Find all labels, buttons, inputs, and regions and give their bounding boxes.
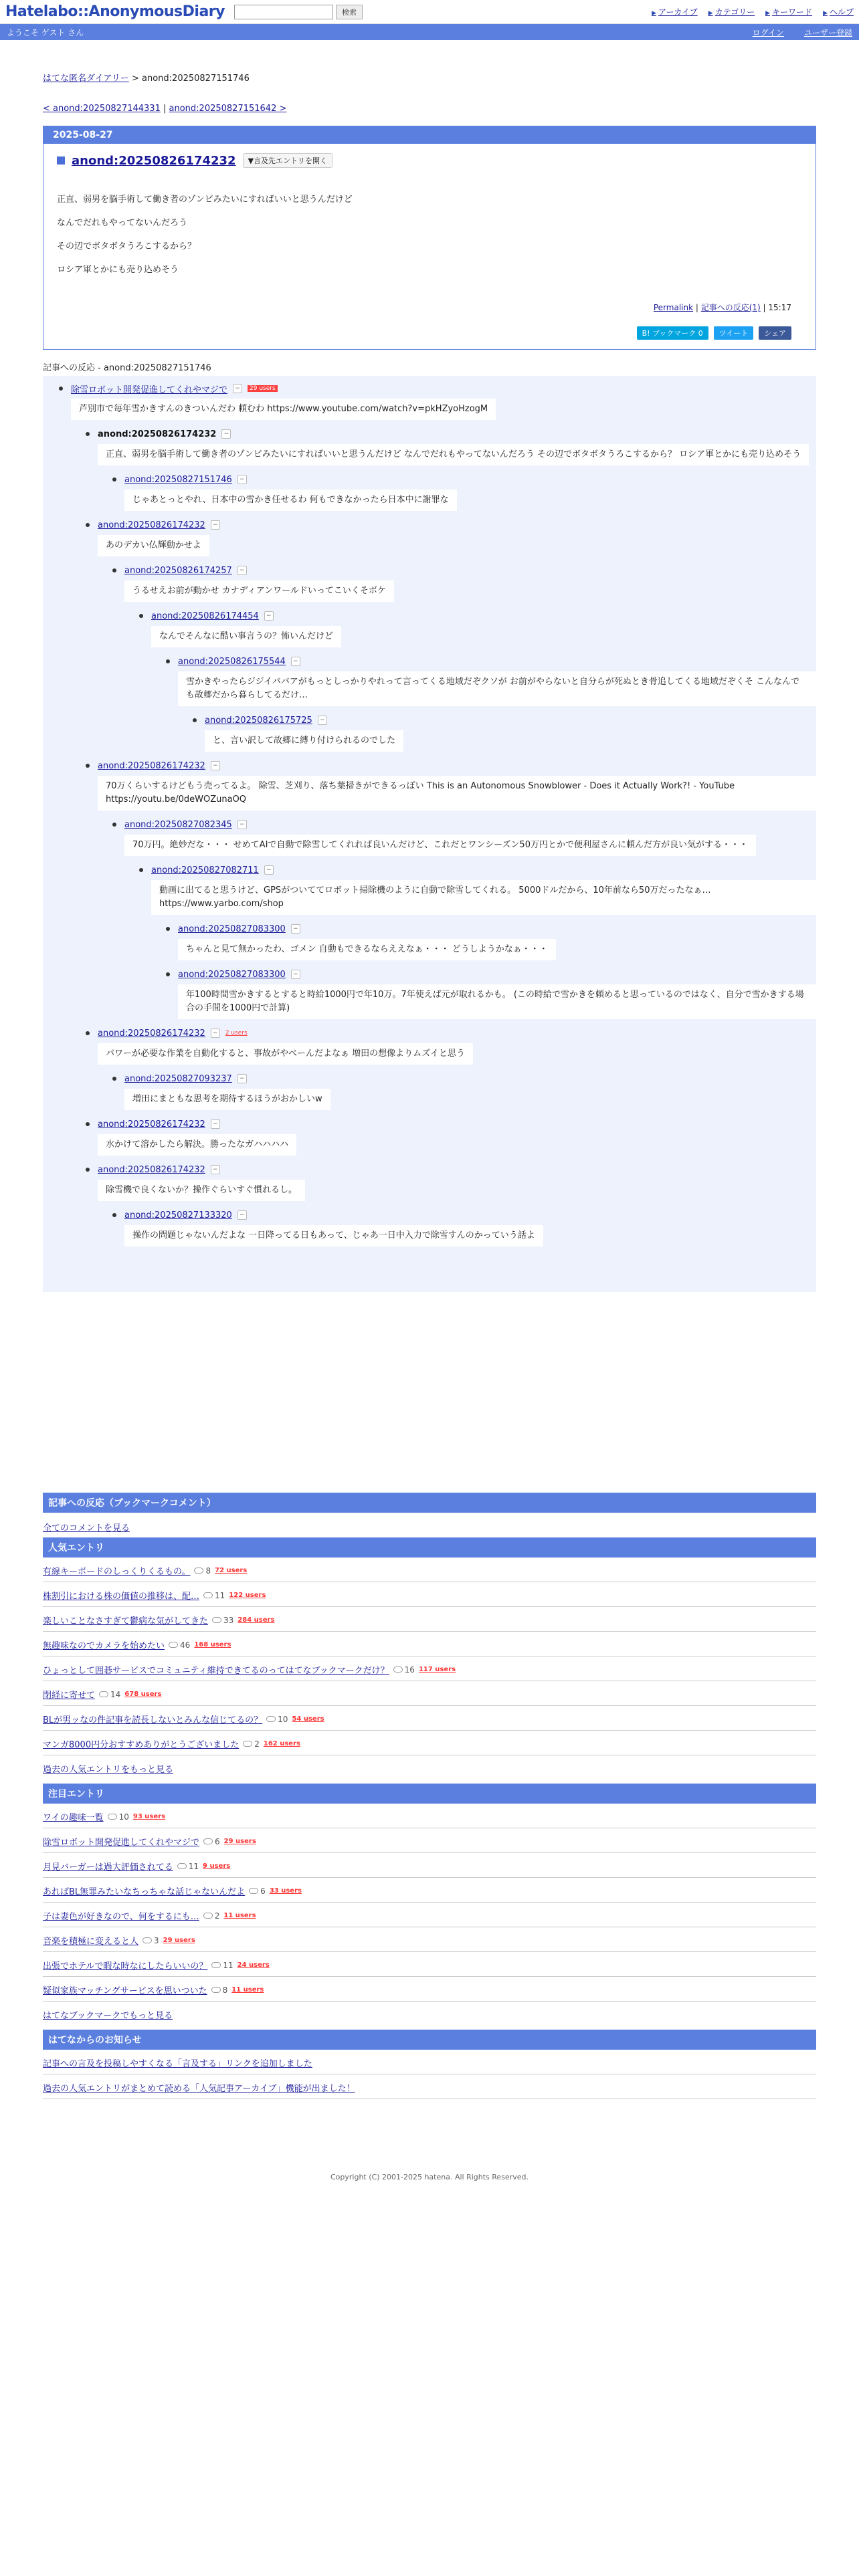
comment-icon [243,1741,252,1747]
entry-list-title[interactable]: 出張でホテルで暇な時なにしたらいいの？ [43,1961,208,1971]
reaction-node [43,427,816,465]
entry-line: 正直、弱男を脳手術して働き者のゾンビみたいにすればいいと思うんだけど [57,195,353,205]
bookmark-count-value: 11 [223,1960,233,1970]
users-badge[interactable]: 29 users [248,385,278,392]
comment-icon [266,1716,276,1722]
collapse-icon[interactable]: − [291,924,300,934]
attention-list [43,1804,816,2002]
reaction-title[interactable]: anond:20250826174232 [98,1164,205,1175]
bookmark-count-value: 2 [254,1739,260,1749]
reaction-node [43,713,816,752]
bookmark-count-value: 6 [260,1886,266,1896]
users-badge[interactable]: 72 users [215,1567,248,1574]
entry-list-row [43,1878,816,1903]
top-header [0,0,859,24]
collapse-icon[interactable]: − [221,429,231,439]
bookmark-count-value: 6 [215,1836,220,1846]
comment-icon [211,1987,221,1993]
bookmark-count[interactable] [266,1715,288,1724]
entry-list-row [43,1977,816,2002]
collapse-icon[interactable]: − [237,820,247,829]
reaction-node [43,967,816,1019]
reaction-text: 操作の問題じゃないんだよな 一日降ってる日もあって、じゃあ一日中入力で除雪すんのかっていう話よ [124,1225,543,1247]
bullet-icon [139,868,143,872]
bullet-icon [112,568,116,572]
entry-list-row [43,1903,816,1927]
news-item[interactable]: 記事への言及を投稿しやすくなる「言及する」リンクを追加しました [43,2059,312,2069]
bookmark-count[interactable] [142,1936,159,1945]
open-reference-button[interactable]: ▼言及先エントリを開く [243,153,332,168]
entry-list-title[interactable]: 有線キーボードのしっくりくるもの。 [43,1567,191,1577]
entry-list-title[interactable]: ワイの趣味一覧 [43,1813,104,1823]
reaction-node [43,1162,816,1201]
breadcrumb-current: anond:20250827151746 [142,74,250,84]
reaction-title[interactable]: anond:20250827133320 [124,1210,232,1220]
search-button[interactable]: 検索 [336,5,363,19]
bullet-icon [112,1077,116,1081]
bookmark-count[interactable] [169,1640,190,1650]
bookmark-count[interactable] [212,1616,233,1625]
reaction-node [43,863,816,915]
entry-line: ロシア軍とかにも売り込めそう [57,265,179,275]
reaction-text: 70万くらいするけどもう売ってるよ。 除雪、芝刈り、落ち葉掃きができるっぽい This is an Autonomous Snowblower - Does it Actually Work?! - YouTube https://youtu.be/0deWOZunaOQ [98,776,816,811]
bullet-icon [86,764,90,768]
entry-list-title[interactable]: 子は妻色が好きなので、何をするにも… [43,1912,199,1922]
welcome-text: ようこそ ゲスト さん [7,27,84,37]
next-link[interactable]: anond:20250827151642 > [169,104,287,114]
users-badge[interactable]: 122 users [229,1592,266,1599]
reaction-node [43,758,816,811]
users-badge[interactable]: 29 users [223,1838,256,1845]
bookmark-count[interactable] [203,1911,220,1921]
bookmark-count[interactable] [393,1665,415,1675]
reaction-node [43,817,816,856]
entry-list-title[interactable]: 音楽を積極に変えると人 [43,1937,139,1947]
collapse-icon[interactable]: − [237,475,247,484]
attention-header: 注目エントリ [43,1784,816,1804]
reaction-text: 正直、弱男を脳手術して働き者のゾンビみたいにすればいいと思うんだけど なんでだれもやってないんだろう その辺でボタボタうろこするから？ ロシア軍とかにも売り込めそう [98,444,809,465]
entry-list-row [43,1681,816,1706]
bookmark-count[interactable] [203,1591,225,1600]
comment-icon [203,1838,213,1844]
search-input[interactable] [234,5,333,19]
bullet-icon [86,1031,90,1035]
bookmark-count-value: 46 [180,1640,191,1650]
comment-icon [249,1888,258,1894]
pager [43,104,816,114]
reaction-title[interactable]: anond:20250826174232 [98,760,205,771]
comment-icon [194,1568,203,1574]
users-badge[interactable]: 11 users [231,1986,264,1994]
reaction-title[interactable]: anond:20250826174232 [98,429,217,439]
reaction-title[interactable]: 除雪ロボット開発促進してくれやマジで [71,385,228,395]
collapse-icon[interactable]: − [318,716,327,725]
reaction-text: なんでそんなに酷い事言うの？怖いんだけど [151,626,341,647]
bookmark-count[interactable] [108,1812,129,1822]
nav-keyword[interactable]: ▶ キーワード [765,6,812,17]
reaction-node [43,1071,816,1110]
entry-date: 2025-08-27 [43,126,816,144]
bullet-icon [112,1213,116,1217]
hatena-bookmark-button[interactable]: B! ブックマーク 0 [637,326,708,340]
copyright: Copyright (C) 2001-2025 hatena. All Rights Reserved. [330,2173,529,2181]
reaction-node [43,609,816,647]
collapse-icon[interactable]: − [233,384,242,393]
bullet-icon [112,823,116,827]
bookmark-count-value: 11 [215,1590,225,1600]
nav-help[interactable]: ▶ ヘルプ [823,6,854,17]
reaction-title[interactable]: anond:20250827083300 [178,969,286,980]
bullet-icon [59,387,63,391]
collapse-icon[interactable]: − [211,1165,220,1174]
bullet-icon [86,432,90,436]
entry-list-row [43,1582,816,1607]
all-comments-link[interactable]: 全てのコメントを見る [43,1523,130,1533]
entry-body [57,188,791,282]
reaction-title[interactable]: anond:20250827082711 [151,865,259,875]
reaction-title[interactable]: anond:20250827083300 [178,924,286,934]
entry-list-title[interactable]: 疑似家族マッチングサービスを思いついた [43,1986,207,1996]
reaction-text: ちゃんと見て無かったわ、ゴメン 自動もできるならええなぁ・・・ どうしようかなぁ・・・ [178,939,556,960]
reaction-node [43,922,816,960]
bookmark-count-value: 14 [110,1689,121,1699]
bullet-icon [166,927,170,931]
collapse-icon[interactable]: − [237,566,247,575]
reaction-node [43,654,816,706]
comment-icon [108,1814,117,1820]
bookmark-count[interactable] [249,1887,266,1896]
collapse-icon[interactable]: − [211,761,220,770]
breadcrumb-root[interactable]: はてな匿名ダイアリー [43,74,129,84]
comment-icon [212,1617,221,1623]
collapse-icon[interactable]: − [237,1210,247,1220]
entry-list-row [43,1952,816,1977]
comment-icon [211,1962,221,1968]
reaction-text: 動画に出てると思うけど、GPSがついててロボット掃除機のように自動で除雪してくれる。 5000ドルだから、10年前なら50万だったなぁ… https://www.yarbo.com/shop [151,880,816,915]
comment-icon [177,1863,187,1869]
reaction-text: うるせえお前が動かせ カナディアンワールドいってこいくそボケ [124,580,394,602]
site-logo[interactable]: Hatelabo::AnonymousDiary [5,3,225,20]
bookmark-count[interactable] [194,1566,211,1576]
entry-line: その辺でボタボタうろこするから？ [57,241,197,251]
register-link[interactable]: ユーザー登録 [803,27,852,37]
entry-list-title[interactable]: 楽しいことなさすぎて鬱病な気がしてきた [43,1616,209,1626]
welcome-bar [0,24,859,40]
bookmark-count-value: 10 [278,1714,288,1724]
collapse-icon[interactable]: − [237,1074,247,1083]
reaction-text: と、言い訳して故郷に縛り付けられるのでした [205,730,403,752]
reaction-node [43,1026,816,1065]
reaction-text: パワーが必要な作業を自動化すると、事故がやべーんだよなぁ 増田の想像よりムズイと思う [98,1043,473,1065]
entry-list-title[interactable]: マンガ8000円分おすすめありがとうございました [43,1740,240,1750]
entry-list-row [43,1927,816,1952]
reaction-header: 記事への反応 - anond:20250827151746 [43,363,211,373]
bookmark-count-value: 2 [214,1911,220,1921]
reaction-text: 芦別市で毎年雪かきすんのきついんだわ 頼むわ https://www.youtube.com/watch?v=pkHZyoHzogM [71,399,496,420]
top-nav [652,6,854,17]
reaction-node [43,563,816,602]
entry-line: なんでだれもやってないんだろう [57,218,188,228]
reaction-node [43,1117,816,1156]
entry-list-row [43,1558,816,1582]
entry-list-title[interactable]: 閉経に寄せて [43,1691,96,1701]
bookmark-count-value: 8 [222,1985,228,1995]
reaction-title[interactable]: anond:20250826174232 [98,520,205,530]
reaction-text: 水かけて溶かしたら解決。勝ったなガハハハハ [98,1134,296,1156]
reaction-title[interactable]: anond:20250827082345 [124,819,232,830]
comment-icon [393,1667,403,1673]
collapse-icon[interactable]: − [211,1119,220,1129]
reaction-node [43,472,816,511]
users-badge[interactable]: 29 users [163,1937,195,1944]
entry-list-title[interactable]: 月見バーガーは過大評価されてる [43,1862,173,1872]
users-badge[interactable]: 33 users [269,1887,302,1895]
reaction-node [43,381,816,420]
bullet-icon [166,659,170,663]
permalink[interactable]: Permalink [653,303,694,312]
entry-time: 15:17 [768,303,791,312]
bookmark-count[interactable] [211,1961,233,1970]
users-badge[interactable]: 168 users [194,1641,231,1648]
collapse-icon[interactable]: − [211,1029,220,1038]
bookmark-count[interactable] [243,1739,260,1749]
popular-list [43,1558,816,1755]
comment-icon [142,1937,152,1943]
comment-icon [203,1592,213,1598]
entry-list-row [43,1706,816,1731]
comment-icon [99,1691,108,1697]
entry-list-row [43,1804,816,1828]
breadcrumb-sep: > [128,74,142,84]
bullet-icon [86,1168,90,1172]
reaction-text: 除雪機で良くないか？操作ぐらいすぐ慣れるし。 [98,1180,305,1201]
reaction-node [43,518,816,556]
news-header: はてなからのお知らせ [43,2030,816,2050]
entry-list-row [43,1853,816,1878]
reaction-text: じゃあとっとやれ、日本中の雪かき任せるわ 何もできなかったら日本中に謝罪な [124,490,457,511]
login-link[interactable]: ログイン [752,27,784,37]
bookmark-count[interactable] [99,1690,120,1699]
bullet-icon [166,972,170,976]
entry-list-row [43,1607,816,1632]
reaction-text: 増田にまともな思考を期待するほうがおかしいw [124,1089,330,1110]
popular-more-link[interactable]: 過去の人気エントリをもっと見る [43,1765,174,1775]
users-badge[interactable]: 93 users [132,1813,166,1820]
reaction-tree [43,376,816,1292]
nav-category[interactable]: ▶ カテゴリー [708,6,755,17]
users-badge[interactable]: 2 users [225,1030,248,1037]
entry-list-title[interactable]: 株割引における株の価値の推移は、配… [43,1592,200,1602]
entry-list-row [43,1731,816,1755]
reaction-title[interactable]: anond:20250827151746 [124,474,232,485]
entry-list-title[interactable]: BLが男ッなの件記事を読長しないとみんな信じてるの？ [43,1715,263,1725]
reaction-node [43,1208,816,1247]
reaction-link[interactable]: 記事への反応(1) [700,303,761,312]
popular-header: 人気エントリ [43,1537,816,1558]
breadcrumb [43,71,816,84]
reaction-title[interactable]: anond:20250826174257 [124,565,232,576]
bullet-icon [86,1122,90,1126]
users-badge[interactable]: 9 users [203,1862,231,1870]
bookmark-count-value: 10 [118,1812,129,1822]
entry-list-row [43,1632,816,1656]
bookmark-comments-header: 記事への反応（ブックマークコメント） [43,1493,816,1513]
entry-list-title[interactable]: 無趣味なのでカメラを始めたい [43,1641,165,1651]
bookmark-count[interactable] [211,1985,228,1995]
bookmark-count[interactable] [177,1862,199,1871]
bookmark-count-value: 8 [205,1566,211,1576]
bookmark-count-value: 33 [223,1615,234,1625]
users-badge[interactable]: 678 users [124,1691,162,1698]
prev-link[interactable]: < anond:20250827144331 [43,104,161,114]
bookmark-count-value: 11 [188,1861,199,1871]
reaction-text: あのデカい仏輝動かせよ [98,535,209,556]
users-badge[interactable]: 54 users [292,1715,324,1723]
entry-list-title[interactable]: あればBL無罪みたいなちっちゃな話じゃないんだよ [43,1887,246,1897]
entry-list-title[interactable]: ひょっとして囲碁サービスでコミュニティ維持できてるのってはてなブックマークだけ？ [43,1666,389,1676]
bookmark-count-value: 3 [154,1935,159,1945]
share-buttons [57,326,791,340]
comment-icon [203,1913,213,1919]
bullet-icon [139,614,143,618]
reaction-text: 年100時間雪かきするとすると時給1000円で年10万。7年使えば元が取れるかも。 (この時給で雪かきを頼めると思っているのではなく、自分で雪かきする場合の手間を1000円で計算) [178,984,816,1019]
collapse-icon[interactable]: − [264,865,274,875]
bookmark-count-value: 16 [404,1665,415,1675]
attention-more-link[interactable]: はてなブックマークでもっと見る [43,2011,173,2021]
facebook-share-button[interactable]: シェア [759,326,791,340]
collapse-icon[interactable]: − [291,970,300,979]
reaction-title[interactable]: anond:20250826174232 [98,1119,205,1130]
bullet-icon [193,718,197,722]
collapse-icon[interactable]: − [264,611,274,621]
nav-archive[interactable]: ▶ アーカイブ [652,6,698,17]
users-badge[interactable]: 11 users [223,1912,256,1919]
users-badge[interactable]: 24 users [237,1961,270,1969]
reaction-title[interactable]: anond:20250827093237 [124,1073,232,1084]
pager-sep: | [160,104,169,114]
entry-footer: Permalink | 記事への反応(1) | 15:17 [653,303,791,312]
entry-list-title[interactable]: 除雪ロボット開発促進してくれやマジで [43,1838,200,1848]
reaction-title[interactable]: anond:20250826174232 [98,1028,205,1039]
users-badge[interactable]: 117 users [418,1666,456,1673]
bookmark-count[interactable] [203,1837,220,1846]
bullet-icon [86,523,90,527]
reaction-title[interactable]: anond:20250826175544 [178,656,286,667]
collapse-icon[interactable]: − [211,520,220,530]
reaction-title[interactable]: anond:20250826175725 [205,715,312,726]
users-badge[interactable]: 162 users [263,1740,300,1747]
entry [43,126,816,350]
reaction-text: 雪かきやったらジジイババアがもっとしっかりやれって言ってくる地域だぞクソが お前がやらないと自分らが死ぬとき骨追してくる地域だぞくそ こんなんでも故郷だから暮らしてるだけ… [178,671,816,706]
news-item[interactable]: 過去の人気エントリがまとめて読める「人気記事アーカイブ」機能が出ました！ [43,2084,355,2094]
reaction-text: 70万円。絶妙だな・・・ せめてAIで自動で除雪してくれれば良いんだけど、これだとワンシーズン50万円とかで便利屋さんに頼んだ方が良い気がする・・・ [124,835,756,856]
reaction-title[interactable]: anond:20250826174454 [151,611,259,621]
collapse-icon[interactable]: − [291,657,300,666]
users-badge[interactable]: 284 users [237,1616,275,1624]
entry-square-icon [57,156,65,165]
entry-list-row [43,1828,816,1853]
entry-list-row [43,1656,816,1681]
tweet-button[interactable]: ツイート [714,326,753,340]
bullet-icon [112,477,116,481]
comment-icon [169,1642,178,1648]
entry-title[interactable]: anond:20250826174232 [72,153,236,168]
